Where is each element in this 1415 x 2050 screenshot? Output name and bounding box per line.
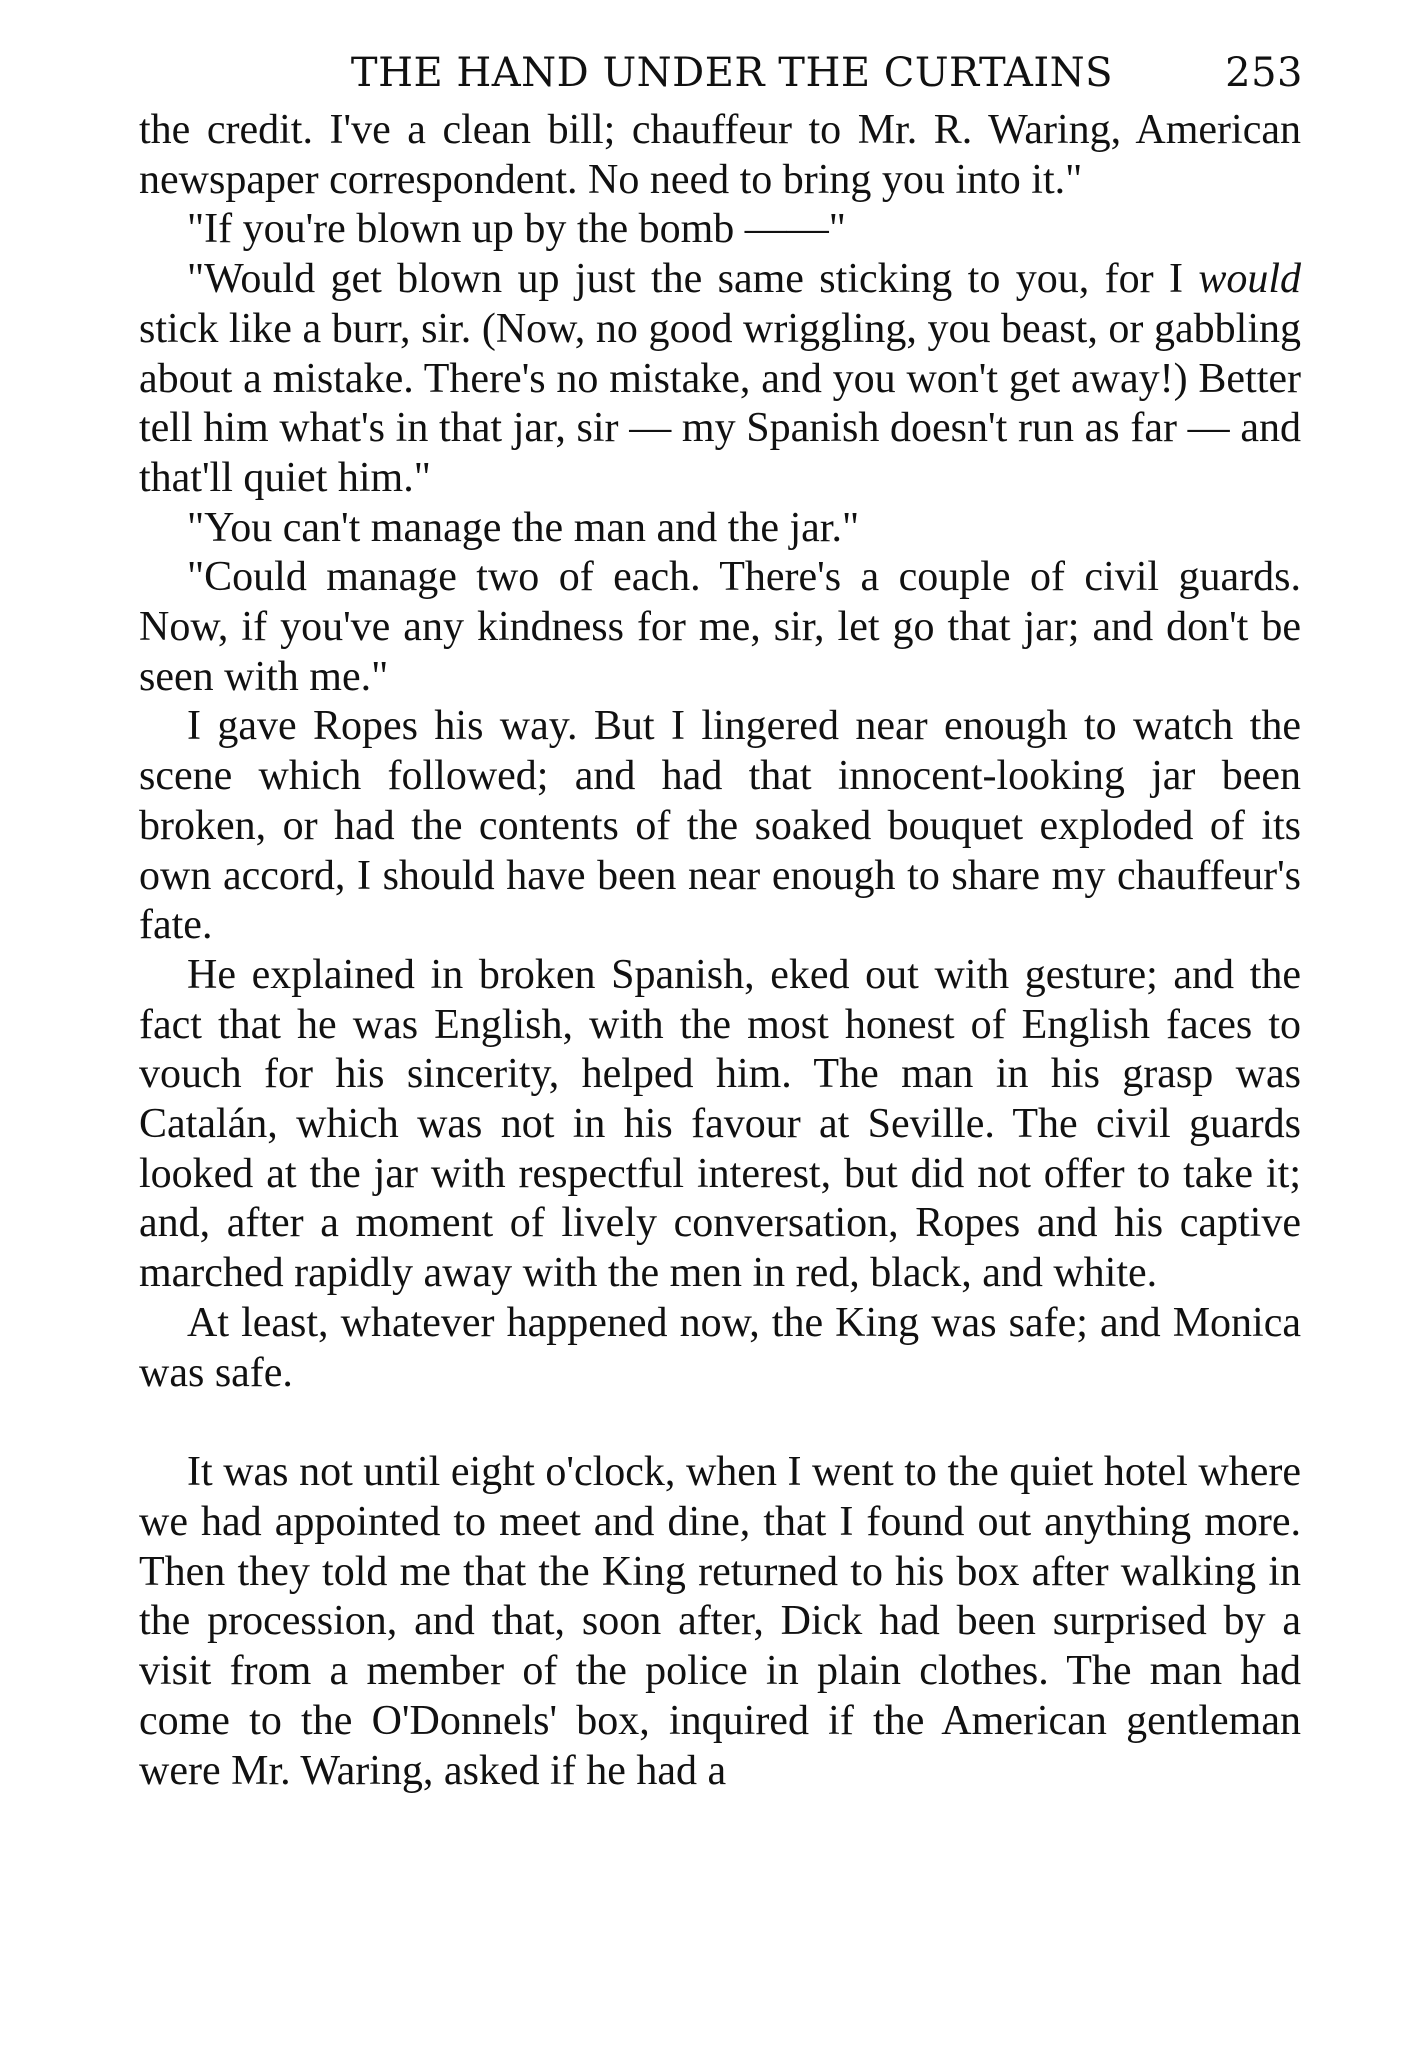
paragraph-dialogue: "You can't manage the man and the jar." [187, 504, 860, 551]
running-title: THE HAND UNDER THE CURTAINS [350, 50, 1114, 96]
paragraph: I gave Ropes his way. But I lingered near enough to watch the scene which followed; and had that innocent-looking jar been broken, or had the contents of the soaked bouquet exploded of its own accord, I should have been near enough to share my chauffeur's fate. [139, 703, 1301, 949]
paragraph: It was not until eight o'clock, when I went to the quiet hotel where we had appointed to meet and dine, that I found out anything more. Then they told me that the King returned to his box after walking in the procession, and that, soon after, Dick had been surprised by a visit from a member of the police in plain clothes. The man had come to the O'Donnels' box, inquired if the American gentleman were Mr. Waring, asked if he had a [139, 1449, 1301, 1794]
page-number: 253 [1225, 50, 1303, 96]
paragraph-dialogue-emphasis [139, 255, 1301, 504]
book-page [139, 40, 1301, 1796]
paragraph-continuation: the credit. I've a clean bill; chauffeur to Mr. R. Waring, American newspaper correspondent. No need to bring you into it." [139, 107, 1301, 203]
paragraph-dialogue: "If you're blown up by the bomb ——" [187, 206, 846, 253]
paragraph-text-before: "Would get blown up just the same sticking to you, for I [187, 256, 1199, 303]
paragraph-text-after: stick like a burr, sir. (Now, no good wriggling, you beast, or gabbling about a mistake. There's no mistake, and you won't get away!) Better tell him what's in that jar, sir — my Spanish doesn't run as far — and that'll quiet him." [139, 305, 1301, 501]
paragraph: He explained in broken Spanish, eked out with gesture; and the fact that he was English, with the most honest of English faces to vouch for his sincerity, helped him. The man in his grasp was Catalán, which was not in his favour at Seville. The civil guards looked at the jar with respectful interest, but did not offer to take it; and, after a moment of lively conversation, Ropes and his captive marched rapidly away with the men in red, black, and white. [139, 951, 1301, 1297]
section-break [139, 1398, 1301, 1448]
italic-word: would [1198, 256, 1301, 303]
running-head [139, 40, 1301, 106]
paragraph-dialogue: "Could manage two of each. There's a couple of civil guards. Now, if you've any kindness for me, sir, let go that jar; and don't be seen with me." [139, 554, 1301, 700]
body-text [139, 106, 1301, 1796]
paragraph: At least, whatever happened now, the King was safe; and Monica was safe. [139, 1299, 1301, 1396]
